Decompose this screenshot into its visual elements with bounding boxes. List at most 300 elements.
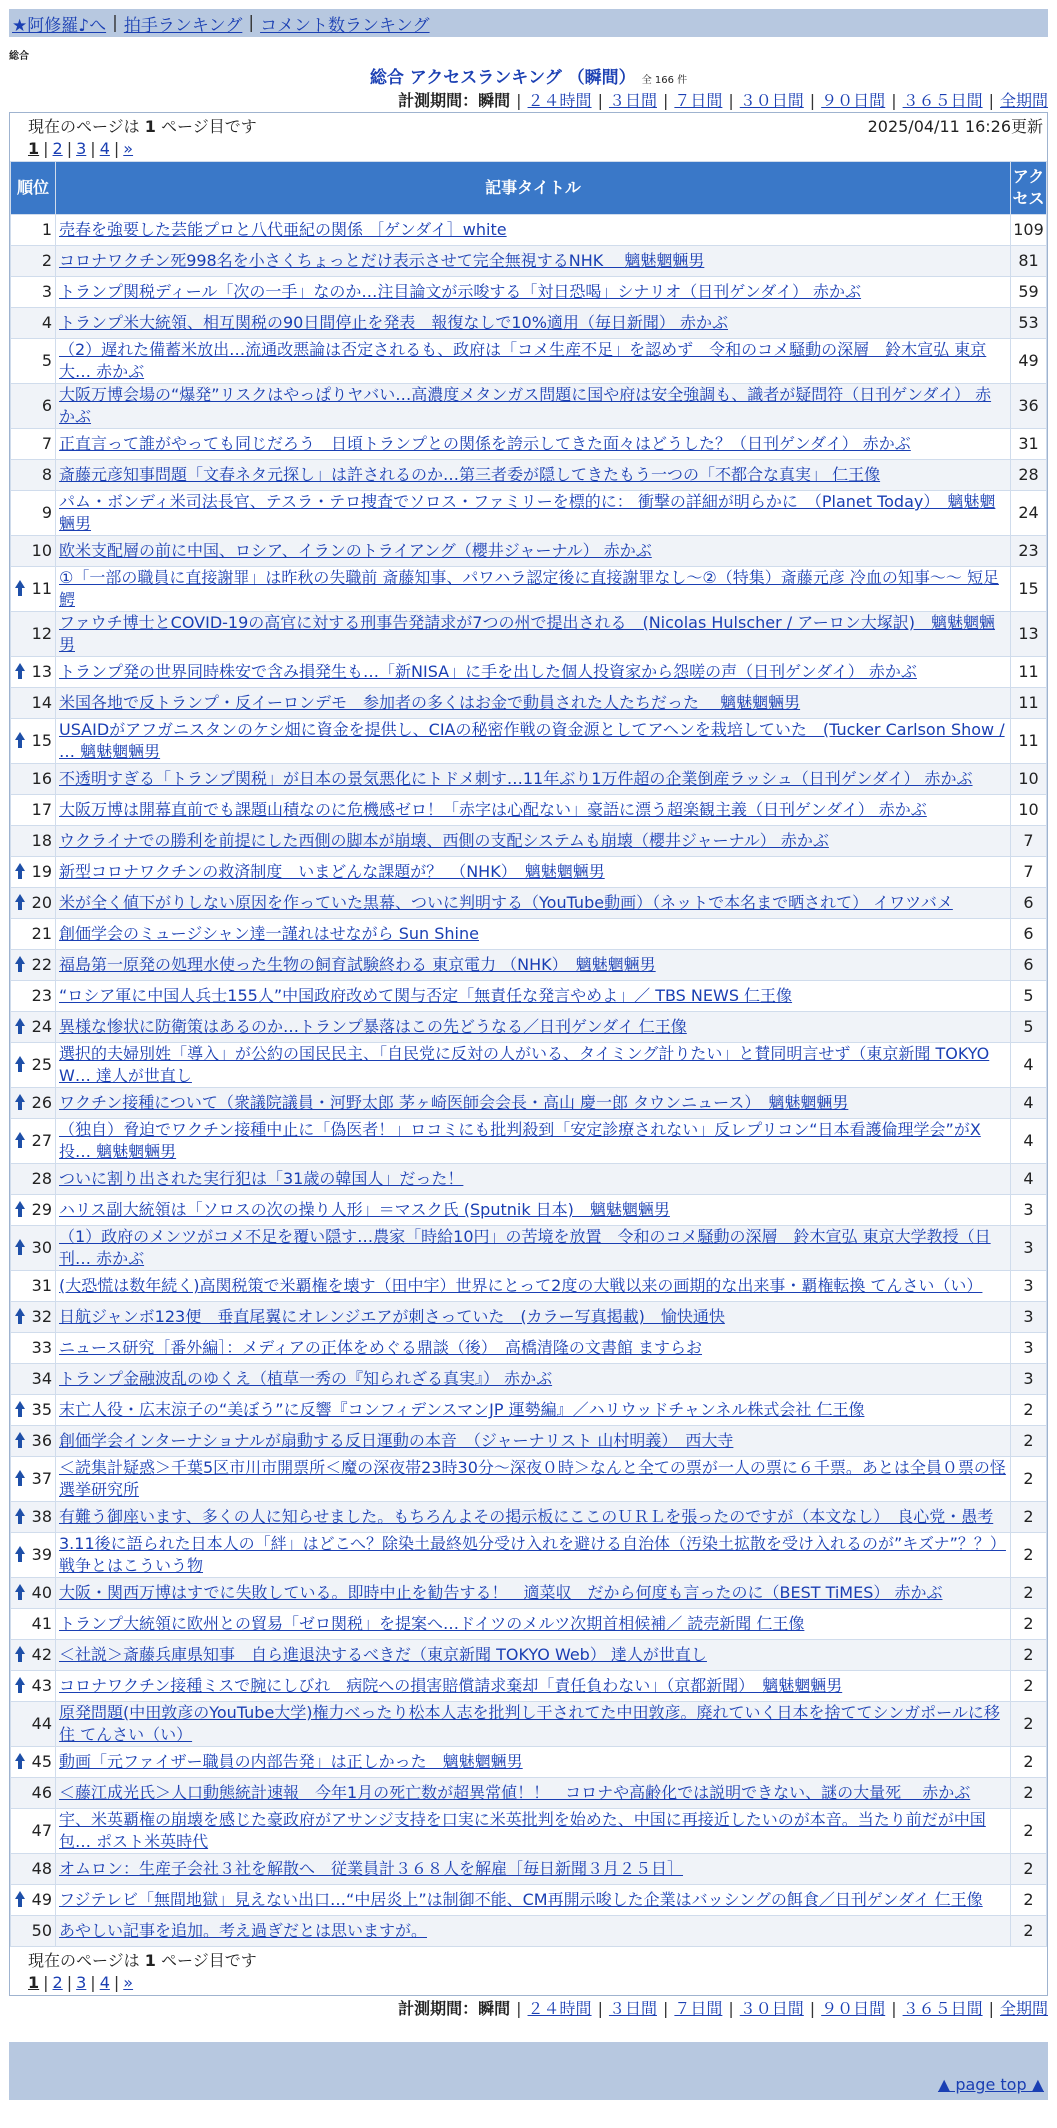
home-link[interactable]: ★阿修羅♪へ <box>12 15 107 36</box>
table-row <box>11 795 1047 826</box>
period-option-link[interactable]: 全期間 <box>999 1999 1048 2018</box>
title-cell <box>56 764 1011 795</box>
rank-cell <box>11 1333 56 1364</box>
access-count: 6 <box>1011 888 1047 919</box>
article-title-link[interactable]: 動画「元ファイザー職員の内部告発」は正しかった 魑魅魍魎男 <box>59 1752 523 1771</box>
article-title-link[interactable]: ハリス副大統領は「ソロスの次の操り人形」＝マスク氏 (Sputnik 日本) 魑魅魍魎男 <box>59 1200 670 1219</box>
rank-cell <box>11 308 56 339</box>
title-cell <box>56 1119 1011 1164</box>
rank-number: 7 <box>41 434 52 453</box>
rank-cell <box>11 1778 56 1809</box>
access-count: 3 <box>1011 1226 1047 1271</box>
access-count: 3 <box>1011 1302 1047 1333</box>
ranking-title: 総合 アクセスランキング （瞬間） <box>369 68 636 88</box>
category-label: 総合 <box>9 51 29 62</box>
table-row <box>11 1609 1047 1640</box>
table-row <box>11 460 1047 491</box>
page-separator: | <box>66 139 73 158</box>
article-title-link[interactable]: ＜読集計疑惑＞千葉5区市川市開票所＜魔の深夜帯23時30分〜深夜０時＞なんと全ての票が一人の票に６千票。あとは全員０票の怪選挙研究所 <box>59 1458 1006 1499</box>
rank-number: 31 <box>31 1276 52 1295</box>
access-count: 28 <box>1011 460 1047 491</box>
page-separator: | <box>90 1973 96 1992</box>
nav-separator: | <box>248 13 255 33</box>
article-title-link[interactable]: あやしい記事を追加。考え過ぎだとは思いますが。 <box>59 1921 428 1940</box>
pager-top <box>10 113 1047 161</box>
access-count: 6 <box>1011 919 1047 950</box>
access-count: 2 <box>1011 1395 1047 1426</box>
period-separator: | <box>516 1999 522 2018</box>
article-title-link[interactable]: 創価学会のミュージシャン達一謹れはせながら Sun Shine <box>59 924 479 943</box>
table-row <box>11 215 1047 246</box>
article-title-link[interactable]: 売春を強要した芸能プロと八代亜紀の関係 ［ゲンダイ］white <box>59 220 507 239</box>
rank-cell <box>11 826 56 857</box>
table-row <box>11 1226 1047 1271</box>
rank-cell <box>11 688 56 719</box>
title-cell <box>56 1364 1011 1395</box>
table-row <box>11 1916 1047 1947</box>
title-cell <box>56 339 1011 384</box>
access-count: 2 <box>1011 1854 1047 1885</box>
table-row <box>11 1854 1047 1885</box>
access-count: 4 <box>1011 1119 1047 1164</box>
period-separator: | <box>662 91 669 110</box>
period-separator: | <box>891 1999 897 2018</box>
article-title-link[interactable]: トランプ米大統領、相互関税の90日間停止を発表 報復なしで10%適用（毎日新聞） 赤かぶ <box>59 313 729 332</box>
rank-number: 5 <box>41 351 52 370</box>
article-title-link[interactable]: フジテレビ「無間地獄」見えない出口…“中居炎上”は制御不能、CM再開示唆した企業はバッシングの餌食／日刊ゲンダイ 仁王像 <box>59 1890 983 1909</box>
rank-number: 3 <box>41 282 52 301</box>
title-cell <box>56 1333 1011 1364</box>
table-row <box>11 612 1047 657</box>
title-cell <box>56 612 1011 657</box>
table-row <box>11 1671 1047 1702</box>
rank-number: 20 <box>31 893 52 912</box>
rank-number: 44 <box>31 1714 52 1733</box>
rank-cell <box>11 657 56 688</box>
table-row <box>11 1747 1047 1778</box>
title-cell <box>56 1502 1011 1533</box>
rank-number: 21 <box>31 924 52 943</box>
table-row <box>11 536 1047 567</box>
article-title-link[interactable]: トランプ関税ディール「次の一手」なのか…注目論文が示唆する「対日恐喝」シナリオ（日刊ゲンダイ） 赤かぶ <box>59 282 862 301</box>
page-top-link[interactable]: ▲ page top ▲ <box>937 2075 1044 2094</box>
rank-cell <box>11 1640 56 1671</box>
rank-cell <box>11 429 56 460</box>
page-link[interactable]: 3 <box>76 139 87 158</box>
rank-cell <box>11 1533 56 1578</box>
period-separator: | <box>988 91 994 110</box>
rank-number: 49 <box>31 1890 52 1909</box>
table-row <box>11 1809 1047 1854</box>
rank-number: 23 <box>31 986 52 1005</box>
period-option-link[interactable]: ３日間 <box>608 1999 657 2018</box>
period-option-link[interactable]: ３６５日間 <box>902 1999 983 2018</box>
article-title-link[interactable]: 福島第一原発の処理水使った生物の飼育試験終わる 東京電力 （NHK） 魑魅魍魎男 <box>59 955 656 974</box>
rank-cell <box>11 215 56 246</box>
access-count: 2 <box>1011 1609 1047 1640</box>
rank-number: 38 <box>31 1507 52 1526</box>
period-label: 計測期間： <box>398 91 479 110</box>
access-count: 7 <box>1011 857 1047 888</box>
rank-number: 19 <box>31 862 52 881</box>
rank-number: 33 <box>31 1338 52 1357</box>
rank-number: 10 <box>31 541 52 560</box>
table-row <box>11 1364 1047 1395</box>
article-title-link[interactable]: 欧米支配層の前に中国、ロシア、イランのトライアング（櫻井ジャーナル） 赤かぶ <box>59 541 652 560</box>
article-title-link[interactable]: 日航ジャンボ123便 垂直尾翼にオレンジエアが刺さっていた (カラー写真掲載) 愉快通快 <box>59 1307 725 1326</box>
page-links <box>28 138 1039 160</box>
article-title-link[interactable]: コロナワクチン死998名を小さくちょっとだけ表示させて完全無視するNHK 魑魅魍魎男 <box>59 251 705 270</box>
next-page-link[interactable]: » <box>123 139 134 158</box>
rank-number: 40 <box>31 1583 52 1602</box>
period-separator: | <box>809 91 816 110</box>
rank-number: 29 <box>31 1200 52 1219</box>
access-count: 5 <box>1011 981 1047 1012</box>
period-option-link[interactable]: ３日間 <box>608 91 657 110</box>
title-cell <box>56 888 1011 919</box>
rank-cell <box>11 1043 56 1088</box>
access-count: 2 <box>1011 1640 1047 1671</box>
period-option-link[interactable]: 全期間 <box>999 91 1048 110</box>
rank-number: 27 <box>31 1131 52 1150</box>
article-title-link[interactable]: ＜社説＞斎藤兵庫県知事 自ら進退決するべきだ（東京新聞 TOKYO Web） 達人が世直し <box>59 1645 707 1664</box>
rank-cell <box>11 1364 56 1395</box>
access-count: 81 <box>1011 246 1047 277</box>
page-top-row <box>9 2070 1048 2100</box>
access-count: 3 <box>1011 1364 1047 1395</box>
article-title-link[interactable]: トランプ大統領に欧州との貿易「ゼロ関税」を提案へ…ドイツのメルツ次期首相候補／ 読売新聞 仁王像 <box>59 1614 805 1633</box>
rank-cell <box>11 1164 56 1195</box>
article-title-link[interactable]: コロナワクチン接種ミスで腕にしびれ 病院への損害賠償請求棄却「責任負わない」（京都新聞） 魑魅魍魎男 <box>59 1676 843 1695</box>
title-cell <box>56 826 1011 857</box>
period-option-link[interactable]: ９０日間 <box>821 91 886 110</box>
period-separator: | <box>728 91 734 110</box>
rank-number: 6 <box>41 396 52 415</box>
rank-number: 39 <box>31 1545 52 1564</box>
rank-number: 28 <box>31 1169 52 1188</box>
article-title-link[interactable]: 斎藤元彦知事問題「文春ネタ元探し」は許されるのか…第三者委が隠してきたもう一つの「不都合な真実」 仁王像 <box>59 465 881 484</box>
period-current: 瞬間 <box>478 1999 511 2018</box>
table-row <box>11 688 1047 719</box>
article-title-link[interactable]: 大阪万博会場の“爆発”リスクはやっぱりヤバい…高濃度メタンガス問題に国や府は安全強調も、識者が疑問符（日刊ゲンダイ） 赤かぶ <box>59 385 992 426</box>
access-count: 5 <box>1011 1012 1047 1043</box>
title-cell <box>56 857 1011 888</box>
rank-number: 46 <box>31 1783 52 1802</box>
access-count: 2 <box>1011 1778 1047 1809</box>
rank-cell <box>11 567 56 612</box>
header-rank: 順位 <box>11 162 56 215</box>
ranking-table <box>10 161 1047 1947</box>
rank-number: 16 <box>31 769 52 788</box>
access-count: 2 <box>1011 1457 1047 1502</box>
article-title-link[interactable]: 宇、米英覇権の崩壊を感じた豪政府がアサンジ支持を口実に米英批判を始めた、中国に再接近したいのが本音。当たり前だが中国包… ポスト米英時代 <box>59 1810 986 1851</box>
period-separator: | <box>891 91 897 110</box>
rank-cell <box>11 1271 56 1302</box>
title-cell <box>56 1043 1011 1088</box>
table-row <box>11 384 1047 429</box>
table-row <box>11 719 1047 764</box>
rank-number: 18 <box>31 831 52 850</box>
rank-number: 11 <box>31 579 52 598</box>
period-option-link[interactable]: ７日間 <box>674 1999 723 2018</box>
rank-number: 1 <box>41 220 52 239</box>
article-title-link[interactable]: （2）遅れた備蓄米放出…流通改悪論は否定されるも、政府は「コメ生産不足」を認めず 令和のコメ騒動の深層 鈴木宣弘 東京大… 赤かぶ <box>59 340 987 381</box>
period-option-link[interactable]: ７日間 <box>674 91 723 110</box>
article-title-link[interactable]: 大阪万博は開幕直前でも課題山積なのに危機感ゼロ！「赤字は心配ない」豪語に漂う超楽観主義（日刊ゲンダイ） 赤かぶ <box>59 800 927 819</box>
rank-number: 26 <box>31 1093 52 1112</box>
table-row <box>11 567 1047 612</box>
table-row <box>11 950 1047 981</box>
page-link[interactable]: 3 <box>76 1973 87 1992</box>
title-cell <box>56 719 1011 764</box>
title-cell <box>56 919 1011 950</box>
article-title-link[interactable]: 選択的夫婦別姓「導入」が公約の国民民主、「自民党に反対の人がいる、タイミング計りたい」と賛同明言せず（東京新聞 TOKYO W… 達人が世直し <box>59 1044 990 1085</box>
access-count: 3 <box>1011 1271 1047 1302</box>
next-page-link[interactable]: » <box>123 1973 134 1992</box>
rank-cell <box>11 981 56 1012</box>
title-cell <box>56 1457 1011 1502</box>
nav-separator: | <box>112 13 118 33</box>
table-row <box>11 888 1047 919</box>
rank-cell <box>11 919 56 950</box>
title-cell <box>56 1702 1011 1747</box>
page-link-current: 1 <box>28 139 40 158</box>
title-cell <box>56 308 1011 339</box>
title-cell <box>56 1854 1011 1885</box>
title-cell <box>56 567 1011 612</box>
title-cell <box>56 246 1011 277</box>
table-row <box>11 1119 1047 1164</box>
applause-ranking-link[interactable]: 拍手ランキング <box>123 15 243 36</box>
title-cell <box>56 1533 1011 1578</box>
page-link[interactable]: 2 <box>52 1973 63 1992</box>
rank-number: 13 <box>31 662 52 681</box>
period-selector-bottom <box>9 1998 1048 2020</box>
article-title-link[interactable]: 末亡人役・広末涼子の“美ぼう”に反響『コンフィデンスマンJP 運勢編』／ハリウッドチャンネル株式会社 仁王像 <box>59 1400 865 1419</box>
rank-number: 35 <box>31 1400 52 1419</box>
table-row <box>11 1395 1047 1426</box>
article-title-link[interactable]: “ロシア軍に中国人兵士155人”中国政府改めて関与否定「無責任な発言やめよ」／ TBS NEWS 仁王像 <box>59 986 793 1005</box>
period-separator: | <box>597 1999 603 2018</box>
rank-cell <box>11 764 56 795</box>
article-title-link[interactable]: 米が全く値下がりしない原因を作っていた黒幕、ついに判明する（YouTube動画）（ネットで本名まで晒されて） イワツバメ <box>59 893 953 912</box>
access-count: 11 <box>1011 719 1047 764</box>
access-count: 4 <box>1011 1043 1047 1088</box>
article-title-link[interactable]: 不透明すぎる「トランプ関税」が日本の景気悪化にトドメ刺す…11年ぶり1万件超の企業倒産ラッシュ（日刊ゲンダイ） 赤かぶ <box>59 769 973 788</box>
page-separator: | <box>90 139 96 158</box>
current-page-number: 1 <box>144 117 156 136</box>
rank-cell <box>11 246 56 277</box>
rank-cell <box>11 339 56 384</box>
title-cell <box>56 1640 1011 1671</box>
rank-cell <box>11 1885 56 1916</box>
rank-number: 9 <box>41 503 52 522</box>
period-option-link[interactable]: ２４時間 <box>527 1999 592 2018</box>
page-separator: | <box>43 1973 49 1992</box>
rank-number: 30 <box>31 1238 52 1257</box>
table-row <box>11 1426 1047 1457</box>
rank-number: 2 <box>41 251 52 270</box>
rank-cell <box>11 1809 56 1854</box>
table-row <box>11 919 1047 950</box>
title-cell <box>56 1226 1011 1271</box>
title-cell <box>56 1395 1011 1426</box>
table-row <box>11 246 1047 277</box>
period-separator: | <box>516 91 522 110</box>
rank-cell <box>11 460 56 491</box>
rank-number: 48 <box>31 1859 52 1878</box>
title-cell <box>56 1916 1011 1947</box>
rank-number: 12 <box>31 624 52 643</box>
title-cell <box>56 536 1011 567</box>
access-count: 23 <box>1011 536 1047 567</box>
comment-ranking-link[interactable]: コメント数ランキング <box>260 15 430 36</box>
access-count: 2 <box>1011 1502 1047 1533</box>
article-title-link[interactable]: ワクチン接種について（衆議院議員・河野太郎 茅ヶ崎医師会会長・高山 慶一郎 タウンニュース） 魑魅魍魎男 <box>59 1093 849 1112</box>
table-row <box>11 1457 1047 1502</box>
rank-number: 14 <box>31 693 52 712</box>
title-cell <box>56 1164 1011 1195</box>
article-title-link[interactable]: 新型コロナワクチンの救済制度 いまどんな課題が？ （NHK） 魑魅魍魎男 <box>59 862 605 881</box>
page-separator: | <box>43 139 49 158</box>
article-title-link[interactable]: ついに割り出された実行犯は「31歳の韓国人」だった！ <box>59 1169 464 1188</box>
rank-number: 24 <box>31 1017 52 1036</box>
article-title-link[interactable]: 正直言って誰がやっても同じだろう 日頃トランプとの関係を誇示してきた面々はどうした？（日刊ゲンダイ） 赤かぶ <box>59 434 911 453</box>
access-count: 11 <box>1011 688 1047 719</box>
rank-cell <box>11 1578 56 1609</box>
period-option-link[interactable]: ３０日間 <box>739 1999 804 2018</box>
period-option-link[interactable]: ２４時間 <box>527 91 592 110</box>
table-row <box>11 826 1047 857</box>
page-separator: | <box>66 1973 73 1992</box>
rank-cell <box>11 1226 56 1271</box>
access-count: 10 <box>1011 764 1047 795</box>
period-option-link[interactable]: ９０日間 <box>821 1999 886 2018</box>
article-title-link[interactable]: パム・ボンディ米司法長官、テスラ・テロ捜査でソロス・ファミリーを標的に： 衝撃の詳細が明らかに （Planet Today） 魑魅魍魎男 <box>59 492 996 533</box>
article-title-link[interactable]: ウクライナでの勝利を前提にした西側の脚本が崩壊、西側の支配システムも崩壊（櫻井ジャーナル） 赤かぶ <box>59 831 829 850</box>
rank-number: 37 <box>31 1469 52 1488</box>
title-cell <box>56 1088 1011 1119</box>
rank-cell <box>11 1671 56 1702</box>
current-page-info <box>28 1950 1039 1972</box>
access-count: 4 <box>1011 1164 1047 1195</box>
access-count: 2 <box>1011 1671 1047 1702</box>
page-suffix: ページ目です <box>161 1951 257 1970</box>
title-cell <box>56 215 1011 246</box>
rank-cell <box>11 950 56 981</box>
table-row <box>11 1702 1047 1747</box>
access-count: 2 <box>1011 1747 1047 1778</box>
page-link[interactable]: 4 <box>99 139 110 158</box>
rank-cell <box>11 719 56 764</box>
rank-cell <box>11 857 56 888</box>
table-row <box>11 1640 1047 1671</box>
table-row <box>11 1164 1047 1195</box>
title-cell <box>56 950 1011 981</box>
rank-number: 36 <box>31 1431 52 1450</box>
header-count: アクセス <box>1011 162 1047 215</box>
article-title-link[interactable]: トランプ発の世界同時株安で含み損発生も…「新NISA」に手を出した個人投資家から怨嗟の声（日刊ゲンダイ） 赤かぶ <box>59 662 917 681</box>
page-link[interactable]: 4 <box>99 1973 110 1992</box>
access-count: 4 <box>1011 1088 1047 1119</box>
access-count: 2 <box>1011 1885 1047 1916</box>
title-cell <box>56 429 1011 460</box>
period-option-link[interactable]: ３６５日間 <box>902 91 983 110</box>
title-cell <box>56 1778 1011 1809</box>
article-title-link[interactable]: 3.11後に語られた日本人の「絆」はどこへ？除染土最終処分受け入れを避ける自治体（汚染土拡散を受け入れるのが”キズナ”？？）戦争とはこういう物 <box>59 1534 1006 1575</box>
article-title-link[interactable]: USAIDがアフガニスタンのケシ畑に資金を提供し、CIAの秘密作戦の資金源としてアヘンを栽培していた (Tucker Carlson Show / … 魑魅魍魎男 <box>59 720 1005 761</box>
rank-cell <box>11 1302 56 1333</box>
access-count: 53 <box>1011 308 1047 339</box>
rank-cell <box>11 1854 56 1885</box>
article-title-link[interactable]: 有難う御座います、多くの人に知らせました。もちろんよその掲示板にここのＵＲＬを張ったのですが（本文なし） 良心党・愚考 <box>59 1507 994 1526</box>
article-title-link[interactable]: （独自）脅迫でワクチン接種中止に「偽医者！」ロコミにも批判殺到「安定診療されない」反レプリコン“日本看護倫理学会”がX投… 魑魅魍魎男 <box>59 1120 981 1161</box>
access-count: 36 <box>1011 384 1047 429</box>
article-title-link[interactable]: 大阪・関西万博はすでに失敗している。即時中止を勧告する！ 適菜収 だから何度も言ったのに（BEST TiMES） 赤かぶ <box>59 1583 943 1602</box>
rank-cell <box>11 277 56 308</box>
table-row <box>11 1533 1047 1578</box>
table-row <box>11 857 1047 888</box>
article-title-link[interactable]: 異様な惨状に防衛策はあるのか…トランプ暴落はこの先どうなる／日刊ゲンダイ 仁王像 <box>59 1017 687 1036</box>
article-title-link[interactable]: 米国各地で反トランプ・反イーロンデモ 参加者の多くはお金で動員された人たちだった 魑魅魍魎男 <box>59 693 801 712</box>
table-row <box>11 764 1047 795</box>
article-title-link[interactable]: ファウチ博士とCOVID-19の高官に対する刑事告発請求が7つの州で提出される (Nicolas Hulscher / アーロン大塚訳) 魑魅魍魎男 <box>59 613 996 654</box>
article-title-link[interactable]: ①「一部の職員に直接謝罪」は昨秋の失職前 斎藤知事、パワハラ認定後に直接謝罪なし〜②（特集）斎藤元彦 冷血の知事〜〜 短足鰐 <box>59 568 999 609</box>
period-label: 計測期間： <box>398 1999 479 2018</box>
total-count: 全 166 件 <box>641 75 688 86</box>
table-row <box>11 1043 1047 1088</box>
title-cell <box>56 1426 1011 1457</box>
ranking-frame <box>9 112 1048 1996</box>
table-row <box>11 308 1047 339</box>
period-selector-top <box>9 90 1048 112</box>
title-cell <box>56 688 1011 719</box>
rank-cell <box>11 1747 56 1778</box>
article-title-link[interactable]: ニュース研究［番外編］：メディアの正体をめぐる鼎談（後） 高橋清隆の文書館 ますらお <box>59 1338 703 1357</box>
title-cell <box>56 277 1011 308</box>
article-title-link[interactable]: （1）政府のメンツがコメ不足を覆い隠す…農家「時給10円」の苦境を放置 令和のコメ騒動の深層 鈴木宣弘 東京大学教授（日刊… 赤かぶ <box>59 1227 991 1268</box>
rank-cell <box>11 1426 56 1457</box>
table-row <box>11 339 1047 384</box>
access-count: 7 <box>1011 826 1047 857</box>
rank-number: 45 <box>31 1752 52 1771</box>
rank-number: 41 <box>31 1614 52 1633</box>
article-title-link[interactable]: オムロン：生産子会社３社を解散へ 従業員計３６８人を解雇［毎日新聞３月２５日］ <box>59 1859 684 1878</box>
article-title-link[interactable]: 創価学会インターナショナルが扇動する反日運動の本音 （ジャーナリスト 山村明義） 西大寺 <box>59 1431 734 1450</box>
table-row <box>11 1502 1047 1533</box>
access-count: 2 <box>1011 1809 1047 1854</box>
period-separator: | <box>597 91 603 110</box>
period-separator: | <box>662 1999 669 2018</box>
period-option-link[interactable]: ３０日間 <box>739 91 804 110</box>
article-title-link[interactable]: 原発問題(中田敦彦のYouTube大学)権力べったり松本人志を批判し干されてた中田敦彦。廃れていく日本を捨ててシンガポールに移住 てんさい（い） <box>59 1703 1000 1744</box>
rank-cell <box>11 612 56 657</box>
rank-number: 34 <box>31 1369 52 1388</box>
article-title-link[interactable]: ＜藤江成光氏＞人口動態統計速報 今年1月の死亡数が超異常値！！ コロナや高齢化では説明できない、謎の大量死 赤かぶ <box>59 1783 971 1802</box>
article-title-link[interactable]: (大恐慌は数年続く)高関税策で米覇権を壊す（田中宇）世界にとって2度の大戦以来の画期的な出来事・覇権転換 てんさい（い） <box>59 1276 983 1295</box>
table-row <box>11 1088 1047 1119</box>
rank-cell <box>11 888 56 919</box>
table-row <box>11 1012 1047 1043</box>
page-separator: | <box>113 139 120 158</box>
rank-number: 8 <box>41 465 52 484</box>
period-separator: | <box>988 1999 994 2018</box>
article-title-link[interactable]: トランプ金融波乱のゆくえ（植草一秀の『知られざる真実』） 赤かぶ <box>59 1369 553 1388</box>
rank-number: 42 <box>31 1645 52 1664</box>
page-link[interactable]: 2 <box>52 139 63 158</box>
pager-bottom <box>10 1947 1047 1995</box>
access-count: 59 <box>1011 277 1047 308</box>
